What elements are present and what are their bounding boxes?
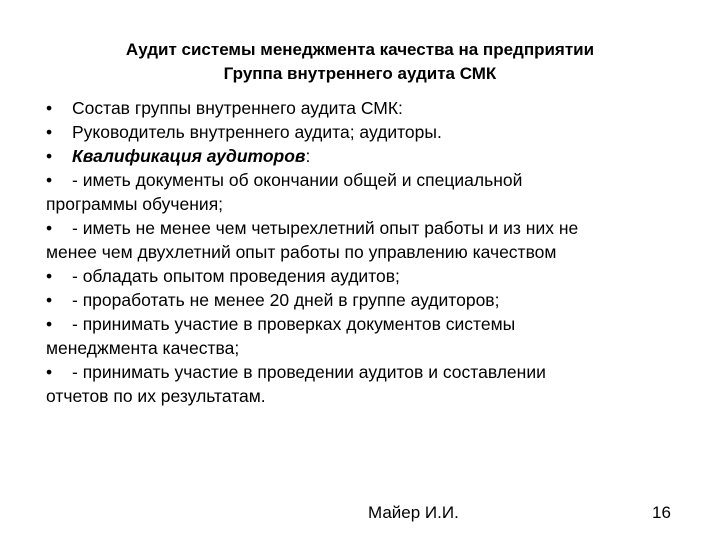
list-item	[46, 144, 686, 168]
list-item	[46, 360, 686, 408]
slide-title	[0, 38, 720, 86]
list-item-text: - проработать не менее 20 дней в группе аудиторов;	[72, 290, 500, 310]
list-item	[46, 96, 686, 120]
bullet-icon: •	[46, 122, 53, 142]
list-item-text: :	[305, 146, 311, 166]
title-line-1: Аудит системы менеджмента качества на предприятии	[125, 40, 595, 59]
bullet-icon: •	[46, 362, 53, 382]
list-item-continuation: программы обучения;	[46, 194, 224, 214]
list-item-continuation: менеджмента качества;	[46, 338, 240, 358]
bullet-list	[46, 96, 686, 408]
list-item-continuation: менее чем двухлетний опыт работы по управлению качеством	[46, 242, 557, 262]
list-item-text: - обладать опытом проведения аудитов;	[72, 266, 400, 286]
list-item-text: Состав группы внутреннего аудита СМК:	[72, 98, 403, 118]
list-item	[46, 288, 686, 312]
list-item-text: - иметь документы об окончании общей и специальной	[72, 170, 523, 190]
list-item-emphasis: Квалификация аудиторов	[72, 146, 306, 166]
list-item-text: - иметь не менее чем четырехлетний опыт работы и из них не	[72, 218, 579, 238]
bullet-icon: •	[46, 314, 53, 334]
bullet-icon: •	[46, 218, 53, 238]
list-item-text: - принимать участие в проведении аудитов и составлении	[72, 362, 546, 382]
bullet-icon: •	[46, 266, 53, 286]
footer-author: Майер И.И.	[368, 503, 459, 522]
list-item	[46, 216, 686, 264]
list-item-text: - принимать участие в проверках документов системы	[72, 314, 516, 334]
list-item	[46, 120, 686, 144]
bullet-icon: •	[46, 290, 53, 310]
list-item	[46, 312, 686, 360]
list-item	[46, 264, 686, 288]
list-item-continuation: отчетов по их результатам.	[46, 386, 266, 406]
title-line-2: Группа внутреннего аудита СМК	[223, 64, 497, 83]
bullet-icon: •	[46, 98, 53, 118]
list-item	[46, 168, 686, 216]
page-number: 16	[652, 503, 671, 522]
list-item-text: Руководитель внутреннего аудита; аудиторы.	[72, 122, 442, 142]
bullet-icon: •	[46, 146, 53, 166]
bullet-icon: •	[46, 170, 53, 190]
